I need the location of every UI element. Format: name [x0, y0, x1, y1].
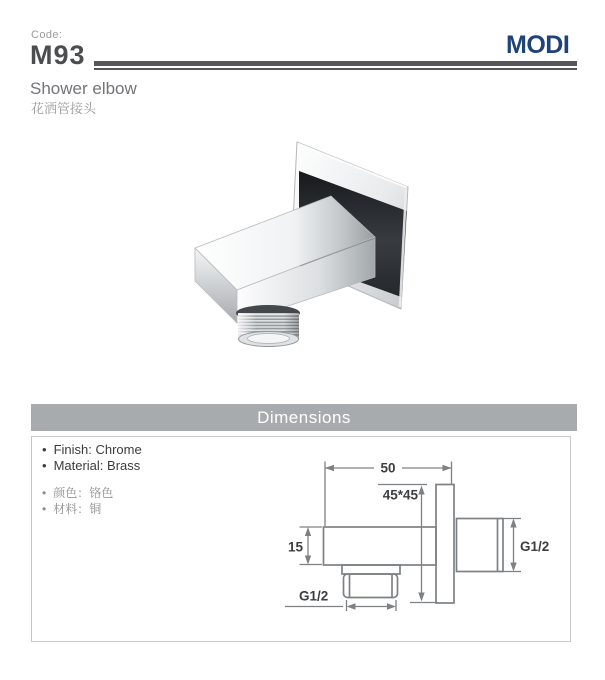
dim-plate-size: 45*45	[382, 487, 418, 503]
drawing-wall-plate	[436, 485, 454, 604]
dimension-drawing	[282, 452, 574, 637]
dim-outlet-thread: G1/2	[299, 588, 329, 604]
spec-material-zh: • 材料：铜	[42, 501, 113, 517]
spec-finish: • Finish: Chrome	[42, 442, 142, 458]
product-name-en: Shower elbow	[30, 79, 137, 98]
dimensions-title: Dimensions	[257, 407, 351, 427]
dim-arm-height: 15	[287, 539, 303, 555]
header-rule-thick	[94, 61, 577, 66]
drawing-outlet-collar	[342, 565, 400, 574]
dimensions-header	[31, 404, 577, 431]
code-label: Code:	[31, 29, 63, 41]
header-rule-thin	[94, 68, 577, 70]
brand-logo: MODI	[506, 31, 570, 59]
product-photo	[180, 130, 415, 355]
drawing-arm	[324, 527, 437, 565]
dim-overall-width: 50	[380, 460, 396, 476]
drawing-wall-connector	[457, 519, 504, 572]
spec-material: • Material: Brass	[42, 458, 142, 474]
drawing-outlet-thread	[344, 574, 398, 598]
spec-list-zh	[42, 485, 113, 517]
product-name-zh: 花洒管接头	[31, 101, 97, 116]
spec-color-zh: • 颜色：铬色	[42, 485, 113, 501]
spec-list-en	[42, 442, 142, 474]
dim-inlet-thread: G1/2	[520, 539, 550, 554]
product-code: M93	[30, 40, 86, 70]
